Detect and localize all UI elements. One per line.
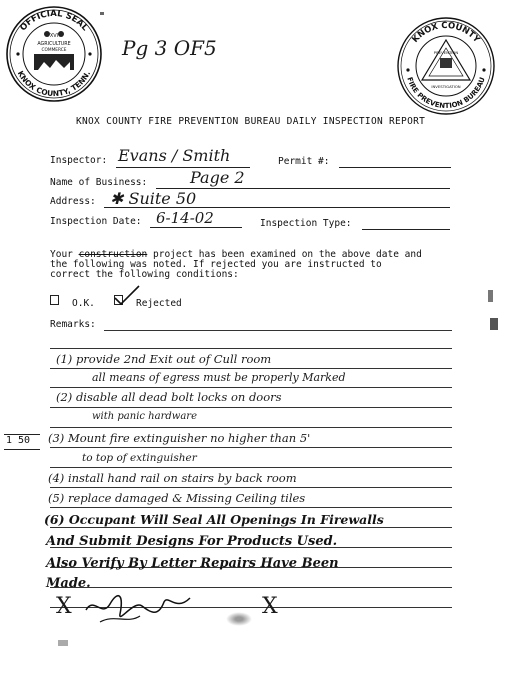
remarks-rule-1 <box>50 348 452 349</box>
signature-mark-1: X <box>56 594 72 619</box>
fire-prevention-bureau-seal <box>394 14 498 118</box>
remark-line-7: (4) install hand rail on stairs by back room <box>48 471 297 485</box>
remark-line-5: (3) Mount fire extinguisher no higher than 5' <box>48 431 311 445</box>
ok-checkbox[interactable] <box>50 295 59 305</box>
right-seal-inner1: PREVENTION <box>433 50 459 55</box>
remarks-rule-8 <box>50 487 452 488</box>
remark-line-6: to top of extinguisher <box>82 452 197 464</box>
ok-label: O.K. <box>72 298 95 309</box>
page-number-note: Pg 3 OF5 <box>122 36 217 60</box>
remarks-rule-4 <box>50 407 452 408</box>
business-label: Name of Business: <box>50 177 148 188</box>
address-value[interactable]: ✱ Suite 50 <box>110 189 197 208</box>
statement-line1-rest: project has been examined on the above date and <box>153 249 422 260</box>
address-label: Address: <box>50 196 96 207</box>
remark-line-8: (5) replace damaged & Missing Ceiling tiles <box>48 491 306 505</box>
svg-text:OFFICIAL SEAL <box>18 9 90 34</box>
inspector-signature <box>80 588 200 628</box>
remark-line-10: And Submit Designs For Products Used. <box>46 534 338 549</box>
svg-text:KNOX COUNTY, TENN. <box>16 69 93 98</box>
permit-label: Permit #: <box>278 156 330 167</box>
left-seal-middle: AGRICULTURE <box>37 42 71 47</box>
inspection-type-label: Inspection Type: <box>260 218 352 229</box>
left-seal-commerce: COMMERCE <box>41 48 67 53</box>
remark-line-2: all means of egress must be properly Marked <box>92 371 346 384</box>
left-seal-top-text: OFFICIAL SEAL <box>18 8 90 34</box>
remarks-rule-6 <box>50 447 452 448</box>
remarks-rule-2 <box>50 368 452 369</box>
top-mark <box>100 12 104 15</box>
statement-struck-word: construction <box>78 249 148 260</box>
permit-line <box>339 167 451 168</box>
remarks-rule-7 <box>50 467 452 468</box>
inspection-date-line <box>150 227 242 228</box>
right-seal-inner2: INVESTIGATION <box>431 84 461 89</box>
remark-line-4: with panic hardware <box>92 411 197 422</box>
remarks-rule-5 <box>50 427 452 428</box>
remark-line-11: Also Verify By Letter Repairs Have Been <box>46 556 339 571</box>
business-value[interactable]: Page 2 <box>190 168 245 187</box>
remark-line-1: (1) provide 2nd Exit out of Cull room <box>56 352 272 366</box>
scan-speck-3 <box>226 612 252 626</box>
remarks-rule-9 <box>50 507 452 508</box>
remarks-label: Remarks: <box>50 319 96 330</box>
scan-speck-4 <box>58 640 68 646</box>
right-seal-bottom-text: FIRE PREVENTION BUREAU <box>405 76 487 111</box>
signature-mark-2: X <box>262 594 278 619</box>
remark-line-3: (2) disable all dead bolt locks on doors <box>56 390 282 404</box>
scan-speck-1 <box>488 290 493 302</box>
left-seal-roman: XVI <box>49 33 59 39</box>
report-title: KNOX COUNTY FIRE PREVENTION BUREAU DAILY INSPECTION REPORT <box>76 116 426 127</box>
scan-speck-2 <box>490 318 498 330</box>
remarks-rule-0 <box>104 330 452 331</box>
statement-line-3: correct the following conditions: <box>50 269 239 280</box>
remark-line-12: Made. <box>46 576 91 591</box>
statement-your: Your <box>50 249 73 260</box>
remarks-rule-10 <box>50 527 452 528</box>
margin-note: 1 50 <box>6 435 31 446</box>
rejected-label: Rejected <box>136 298 182 309</box>
right-seal-top-text: KNOX COUNTY <box>410 20 482 45</box>
official-seal-knox-county <box>4 4 104 104</box>
left-seal-bottom-text: KNOX COUNTY, TENN. <box>15 69 93 99</box>
remarks-rule-3 <box>50 387 452 388</box>
inspector-value[interactable]: Evans / Smith <box>118 146 231 165</box>
inspector-label: Inspector: <box>50 155 108 166</box>
business-line <box>156 188 450 189</box>
inspection-type-line <box>362 229 450 230</box>
statement-line-2: the following was noted. If rejected you are instructed to <box>50 259 382 270</box>
inspection-date-value[interactable]: 6-14-02 <box>156 209 214 227</box>
inspection-date-label: Inspection Date: <box>50 216 142 227</box>
remark-line-9: (6) Occupant Will Seal All Openings In Firewalls <box>44 512 384 527</box>
